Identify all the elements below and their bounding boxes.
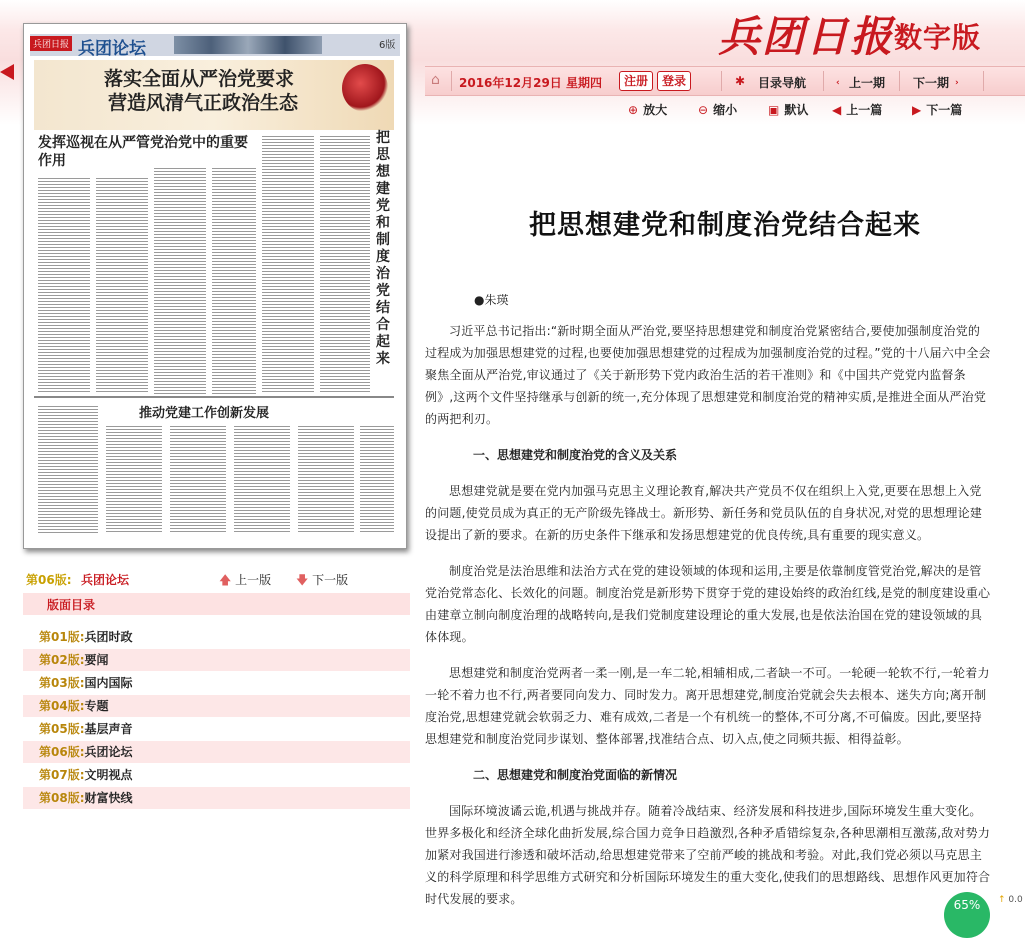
zoom-in-label: 放大	[643, 103, 668, 117]
vertical-headline[interactable]: 把思想建党和制度治党结合起来	[376, 130, 390, 367]
prev-issue-arrow-icon: ‹	[836, 78, 840, 88]
next-article-label: 下一篇	[926, 103, 963, 117]
prev-page-link[interactable]	[219, 571, 271, 592]
article-paragraph: 思想建党和制度治党两者一柔一刚,是一车二轮,相辅相成,二者缺一不可。一轮硬一轮软不行,一轮着力一轮不着力也不行,两者要同向发力、同时发力。离开思想建党,制度治党就会失去根本、迷失方向;离开制度治党,思想建党就会软弱乏力、难有成效,二者是一个有机统一的整体,不可分离,不可偏废。因此,要坚持思想建党和制度治党同步谋划、整体部署,找准结合点、切入点,使之同频共振、相得益彰。	[425, 666, 990, 746]
header-photo	[174, 36, 322, 54]
toc-item-name: 要闻	[84, 653, 109, 667]
register-button[interactable]: 注册	[619, 71, 653, 91]
next-page-link[interactable]	[296, 571, 348, 592]
divider	[451, 71, 452, 91]
page-number: 6版	[379, 40, 396, 51]
toc-item-number: 第04版:	[39, 699, 85, 713]
default-size-label: 默认	[784, 103, 809, 117]
article-subheading: 二、思想建党和制度治党面临的新情况	[473, 768, 678, 782]
text-column	[234, 424, 290, 534]
zoom-out-label: 缩小	[713, 103, 738, 117]
toc-item-02[interactable]	[23, 649, 410, 671]
article-title: 把思想建党和制度治党结合起来	[529, 210, 921, 241]
text-column	[360, 424, 394, 534]
current-section-number: 第06版:	[26, 573, 72, 587]
flower-decoration	[342, 64, 388, 112]
prev-article-label: 上一篇	[846, 103, 883, 117]
toc-item-number: 第06版:	[39, 745, 85, 759]
zoom-in-icon: ⊕	[628, 103, 639, 117]
current-section-name[interactable]: 兵团论坛	[81, 573, 130, 587]
article-author: ●朱瑛	[474, 293, 509, 307]
top-navbar	[425, 66, 1025, 96]
text-column	[320, 134, 370, 394]
zoom-in-button[interactable]	[628, 101, 667, 118]
page-toc-list	[23, 626, 410, 810]
headline-a: 发挥巡视在从严管党治党中的重要作用	[38, 135, 248, 169]
home-icon[interactable]: ⌂	[431, 72, 440, 88]
text-column	[212, 166, 256, 394]
current-section-bar	[23, 568, 410, 590]
issue-date: 2016年12月29日 星期四	[459, 76, 602, 90]
article-paragraph: 制度治党是法治思维和法治方式在党的建设领域的体现和运用,主要是依靠制度管党治党,解决的是管党治党常态化、长效化的问题。制度治党是新形势下贯穿于党的建设始终的政治红线,是党的制度建设重心由建章立制向制度治理的战略转向,是我们党制度建设理论的重大发展,也是依法治国在党的建设领域的具体体现。	[425, 564, 991, 644]
prev-page-label: 上一版	[235, 573, 272, 587]
login-button[interactable]: 登录	[657, 71, 691, 91]
text-column	[262, 134, 314, 394]
page-section-title: 兵团论坛	[78, 39, 146, 59]
catalog-nav-link[interactable]: 目录导航	[758, 76, 807, 90]
next-issue-arrow-icon: ›	[955, 78, 959, 88]
up-arrow-icon: 🡅	[219, 573, 232, 587]
banner-headline-1: 落实全面从严治党要求	[104, 68, 295, 90]
prev-issue-link[interactable]: 上一期	[849, 76, 886, 90]
text-column	[106, 424, 162, 534]
next-article-icon: ▶	[912, 103, 922, 117]
down-arrow-icon: 🡇	[296, 573, 309, 587]
divider	[823, 71, 824, 91]
toc-item-name: 国内国际	[84, 676, 133, 690]
toc-item-05[interactable]	[23, 718, 410, 740]
toc-item-03[interactable]	[23, 672, 410, 694]
toc-item-name: 基层声音	[84, 722, 133, 736]
toc-item-name: 兵团时政	[84, 630, 133, 644]
toc-item-name: 兵团论坛	[84, 745, 133, 759]
default-size-button[interactable]	[768, 101, 808, 118]
zoom-out-icon: ⊖	[698, 103, 709, 117]
article-paragraph: 习近平总书记指出:“新时期全面从严治党,要坚持思想建党和制度治党紧密结合,要使加强制度治党的过程成为加强思想建党的过程,也要使加强思想建党的过程成为加强制度治党的过程。”党的十八届六中全会聚焦全面从严治党,审议通过了《关于新形势下党内政治生活的若干准则》和《中国共产党党内监督条例》,这两个文件坚持继承与创新的统一,充分体现了思想建党和制度治党的精神实质,是推进全面从严治党的两把利刃。	[425, 324, 991, 426]
text-column	[38, 176, 90, 394]
toc-item-number: 第08版:	[39, 791, 85, 805]
article-body	[425, 320, 992, 924]
toc-item-name: 文明视点	[84, 768, 133, 782]
divider	[721, 71, 722, 91]
text-column	[38, 404, 98, 534]
collapse-arrow-icon[interactable]	[0, 64, 14, 80]
toc-item-number: 第05版:	[39, 722, 85, 736]
toc-item-number: 第07版:	[39, 768, 85, 782]
newspaper-page-thumbnail[interactable]	[23, 23, 407, 549]
text-column	[96, 176, 148, 394]
article-paragraph: 国际环境波谲云诡,机遇与挑战并存。随着冷战结束、经济发展和科技进步,国际环境发生重大变化。世界多极化和经济全球化曲折发展,综合国力竞争日趋激烈,各种矛盾错综复杂,各种思潮相互激荡,敌对势力加紧对我国进行渗透和破坏活动,给思想建党带来了空前严峻的挑战和考验。对此,我们党必须以马克思主义的科学原理和科学思维方式研究和分析国际环境发生的重大变化,使我们的思想路线、思想作风更加符合时代发展的要求。	[425, 804, 991, 906]
article-paragraph: 思想建党就是要在党内加强马克思主义理论教育,解决共产党员不仅在组织上入党,更要在思想上入党的问题,使党员成为真正的无产阶级先锋战士。新形势、新任务和党员队伍的自身状况,对党的思想理论建设提出了新的要求。在新的历史条件下继承和发扬思想建党的优良传统,具有重要的现实意义。	[425, 484, 983, 542]
toc-item-number: 第03版:	[39, 676, 85, 690]
default-size-icon: ▣	[768, 103, 780, 117]
headline-b[interactable]: 推动党建工作创新发展	[139, 406, 270, 421]
text-column	[154, 166, 206, 394]
divider	[983, 71, 984, 91]
toc-item-number: 第01版:	[39, 630, 85, 644]
toc-item-08[interactable]	[23, 787, 410, 809]
divider	[899, 71, 900, 91]
banner-headline-2: 营造风清气正政治生态	[108, 92, 299, 114]
catalog-icon: ✱	[735, 74, 746, 88]
toc-item-number: 第02版:	[39, 653, 85, 667]
arrow-up-icon: ↑	[998, 895, 1006, 905]
toc-item-06[interactable]	[23, 741, 410, 763]
toc-item-07[interactable]	[23, 764, 410, 786]
toc-item-name: 财富快线	[84, 791, 133, 805]
text-column	[170, 424, 226, 534]
speed-widget[interactable]: 65%	[944, 892, 990, 938]
logo-sub: 数字版	[894, 21, 982, 54]
next-issue-link[interactable]: 下一期	[913, 76, 950, 90]
toc-item-01[interactable]	[23, 626, 410, 648]
logo-main: 兵团日报	[718, 12, 895, 61]
toc-header	[23, 593, 410, 615]
prev-article-icon: ◀	[832, 103, 842, 117]
page-header-logo: 兵团日报	[30, 36, 72, 51]
zoom-out-button[interactable]	[698, 101, 737, 118]
text-column	[298, 424, 354, 534]
speed-value: 0.0	[1008, 895, 1023, 905]
toc-item-name: 专题	[84, 699, 109, 713]
toc-item-04[interactable]	[23, 695, 410, 717]
next-article-button[interactable]	[912, 101, 962, 118]
next-page-label: 下一版	[312, 573, 349, 587]
view-toolbar	[620, 98, 1025, 120]
divider	[34, 396, 394, 398]
site-logo[interactable]	[718, 4, 981, 64]
prev-article-button[interactable]	[832, 101, 882, 118]
article-subheading: 一、思想建党和制度治党的含义及关系	[473, 448, 678, 462]
toc-title: 版面目录	[47, 598, 96, 612]
speed-readout	[998, 895, 1023, 905]
